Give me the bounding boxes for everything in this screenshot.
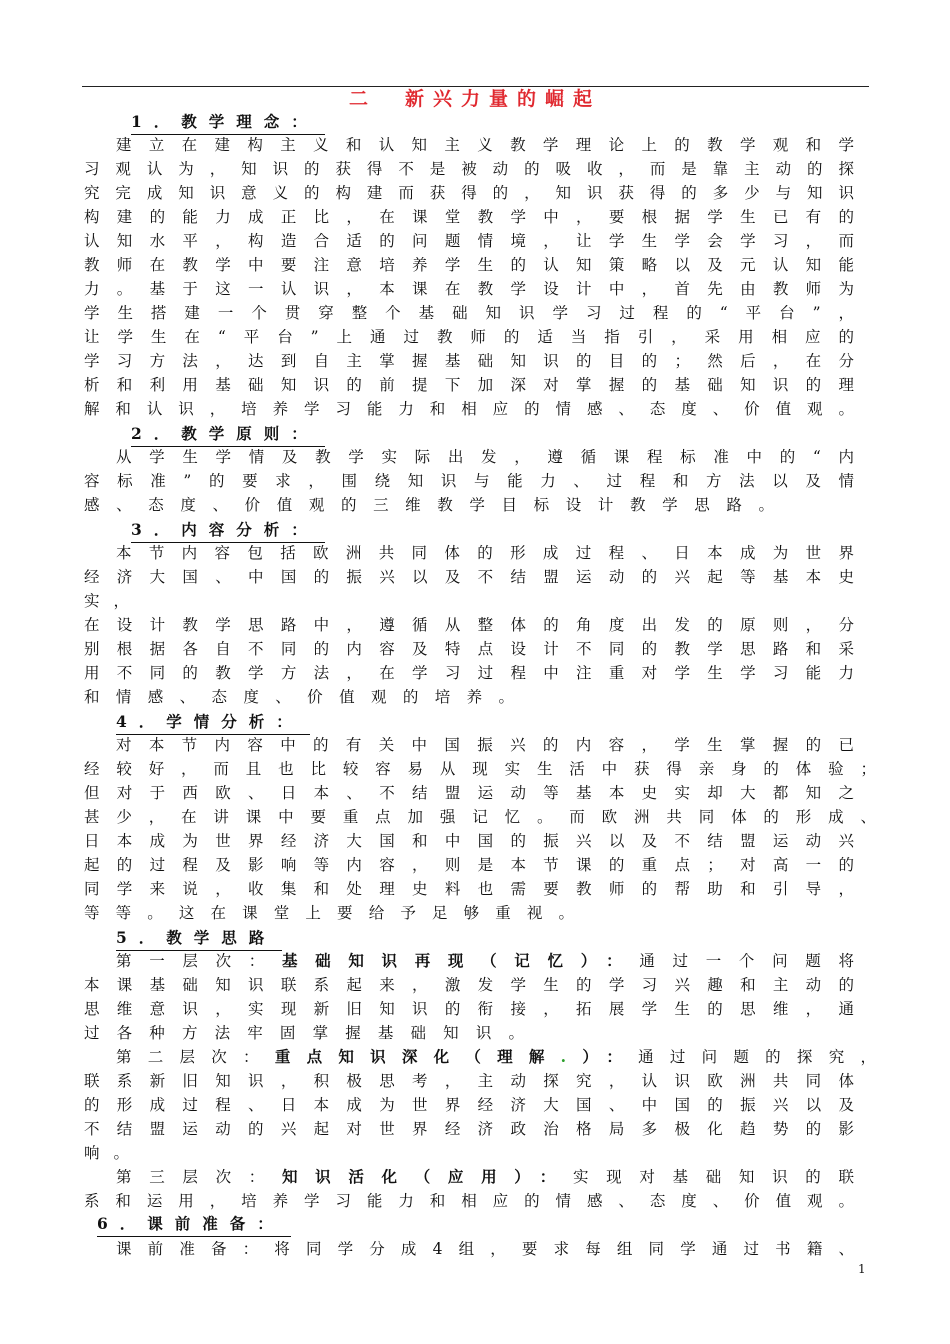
level-1-bold: 基础知识再现（记忆）： xyxy=(281,951,640,970)
page-title: 二 新兴力量的崛起 xyxy=(348,88,601,110)
level-3-rest: 实现对基础知识的联 xyxy=(572,1168,854,1186)
section-1-heading: 1．教学理念： xyxy=(131,112,325,135)
level-2-prefix: 第二层次： xyxy=(116,1048,275,1066)
level-1-line: 思维意识，实现新旧知识的衔接，拓展学生的思维，通 xyxy=(84,1000,854,1018)
header-rule xyxy=(82,86,869,87)
section-4-line: 对本节内容中的有关中国振兴的内容，学生掌握的已 xyxy=(116,736,854,754)
level-2-line: 联系新旧知识，积极思考，主动探究，认识欧洲共同体 xyxy=(84,1072,854,1090)
section-2-line: 感、态度、价值观的三维教学目标设计教学思路。 xyxy=(84,496,774,514)
level-2-bold: 重点知识深化（理解 xyxy=(274,1047,561,1066)
level-1-intro xyxy=(116,950,854,972)
level-1-rest: 通过一个问题将 xyxy=(639,952,854,970)
section-4-line: 经较好，而且也比较容易从现实生活中获得亲身的体验； xyxy=(84,760,876,778)
level-2-line: 的形成过程、日本成为世界经济大国、中国的振兴以及 xyxy=(84,1096,854,1114)
section-4-line: 日本成为世界经济大国和中国的振兴以及不结盟运动兴 xyxy=(84,832,854,850)
level-3-prefix: 第三层次： xyxy=(116,1168,282,1186)
section-4-line: 但对于西欧、日本、不结盟运动等基本史实却大都知之 xyxy=(84,784,854,802)
section-3-line: 在设计教学思路中，遵循从整体的角度出发的原则，分 xyxy=(84,616,854,634)
section-4-line: 同学来说，收集和处理史料也需要教师的帮助和引导， xyxy=(84,880,854,898)
section-1-line: 力。基于这一认识，本课在教学设计中，首先由教师为 xyxy=(84,280,854,298)
section-6-line: 课前准备：将同学分成4组，要求每组同学通过书籍、 xyxy=(116,1240,854,1258)
level-2-line: 响。 xyxy=(84,1144,144,1162)
section-4-line: 起的过程及影响等内容，则是本节课的重点；对高一的 xyxy=(84,856,854,874)
page-number: 1 xyxy=(858,1262,866,1276)
section-1-line: 析和利用基础知识的前提下加深对掌握的基础知识的理 xyxy=(84,376,854,394)
level-2-dot: . xyxy=(560,1047,567,1066)
section-2-heading: 2．教学原则： xyxy=(131,424,325,447)
section-1-line: 构建的能力成正比，在课堂教学中，要根据学生已有的 xyxy=(84,208,854,226)
section-4-line: 等等。这在课堂上要给予足够重视。 xyxy=(84,904,574,922)
section-3-heading: 3．内容分析： xyxy=(131,520,325,543)
level-2-rest: 通过问题的探究， xyxy=(638,1048,876,1066)
section-1-line: 究完成知识意义的构建而获得的，知识获得的多少与知识 xyxy=(84,184,854,202)
level-3-intro xyxy=(116,1166,854,1188)
section-1-line: 让学生在“平台”上通过教师的适当指引，采用相应的 xyxy=(84,328,854,346)
section-1-line: 学习方法，达到自主掌握基础知识的目的；然后，在分 xyxy=(84,352,854,370)
section-2-line: 容标准”的要求，围绕知识与能力、过程和方法以及情 xyxy=(84,472,854,490)
section-3-line: 经济大国、中国的振兴以及不结盟运动的兴起等基本史 xyxy=(84,568,854,586)
section-3-line: 本节内容包括欧洲共同体的形成过程、日本成为世界 xyxy=(116,544,854,562)
section-2-line: 从学生学情及教学实际出发，遵循课程标准中的“内 xyxy=(116,448,854,466)
level-3-bold: 知识活化（应用）： xyxy=(281,1167,573,1186)
section-1-line: 学生搭建一个贯穿整个基础知识学习过程的“平台”， xyxy=(84,304,854,322)
level-2-bold-close: ）： xyxy=(566,1047,639,1066)
section-1-line: 解和认识，培养学习能力和相应的情感、态度、价值观。 xyxy=(84,400,854,418)
level-2-intro xyxy=(116,1046,876,1068)
section-4-line: 甚少，在讲课中要重点加强记忆。而欧洲共同体的形成、 xyxy=(84,808,876,826)
section-1-line: 建立在建构主义和认知主义教学理论上的教学观和学 xyxy=(116,136,854,154)
level-3-line: 系和运用，培养学习能力和相应的情感、态度、价值观。 xyxy=(84,1192,854,1210)
section-1-line: 习观认为，知识的获得不是被动的吸收，而是靠主动的探 xyxy=(84,160,854,178)
section-5-heading: 5．教学思路 xyxy=(116,928,282,951)
section-1-line: 教师在教学中要注意培养学生的认知策略以及元认知能 xyxy=(84,256,854,274)
section-1-line: 认知水平，构造合适的问题情境，让学生学会学习，而 xyxy=(84,232,854,250)
level-1-line: 本课基础知识联系起来，激发学生的学习兴趣和主动的 xyxy=(84,976,854,994)
section-3-line: 实， xyxy=(84,592,144,610)
section-6-heading: 6．课前准备： xyxy=(97,1214,291,1237)
section-3-line: 用不同的教学方法，在学习过程中注重对学生学习能力 xyxy=(84,664,854,682)
section-3-line: 和情感、态度、价值观的培养。 xyxy=(84,688,514,706)
section-4-heading: 4．学情分析： xyxy=(116,712,310,735)
level-1-prefix: 第一层次： xyxy=(116,952,282,970)
level-2-line: 不结盟运动的兴起对世界经济政治格局多极化趋势的影 xyxy=(84,1120,854,1138)
section-3-line: 别根据各自不同的内容及特点设计不同的教学思路和采 xyxy=(84,640,854,658)
level-1-line: 过各种方法牢固掌握基础知识。 xyxy=(84,1024,524,1042)
